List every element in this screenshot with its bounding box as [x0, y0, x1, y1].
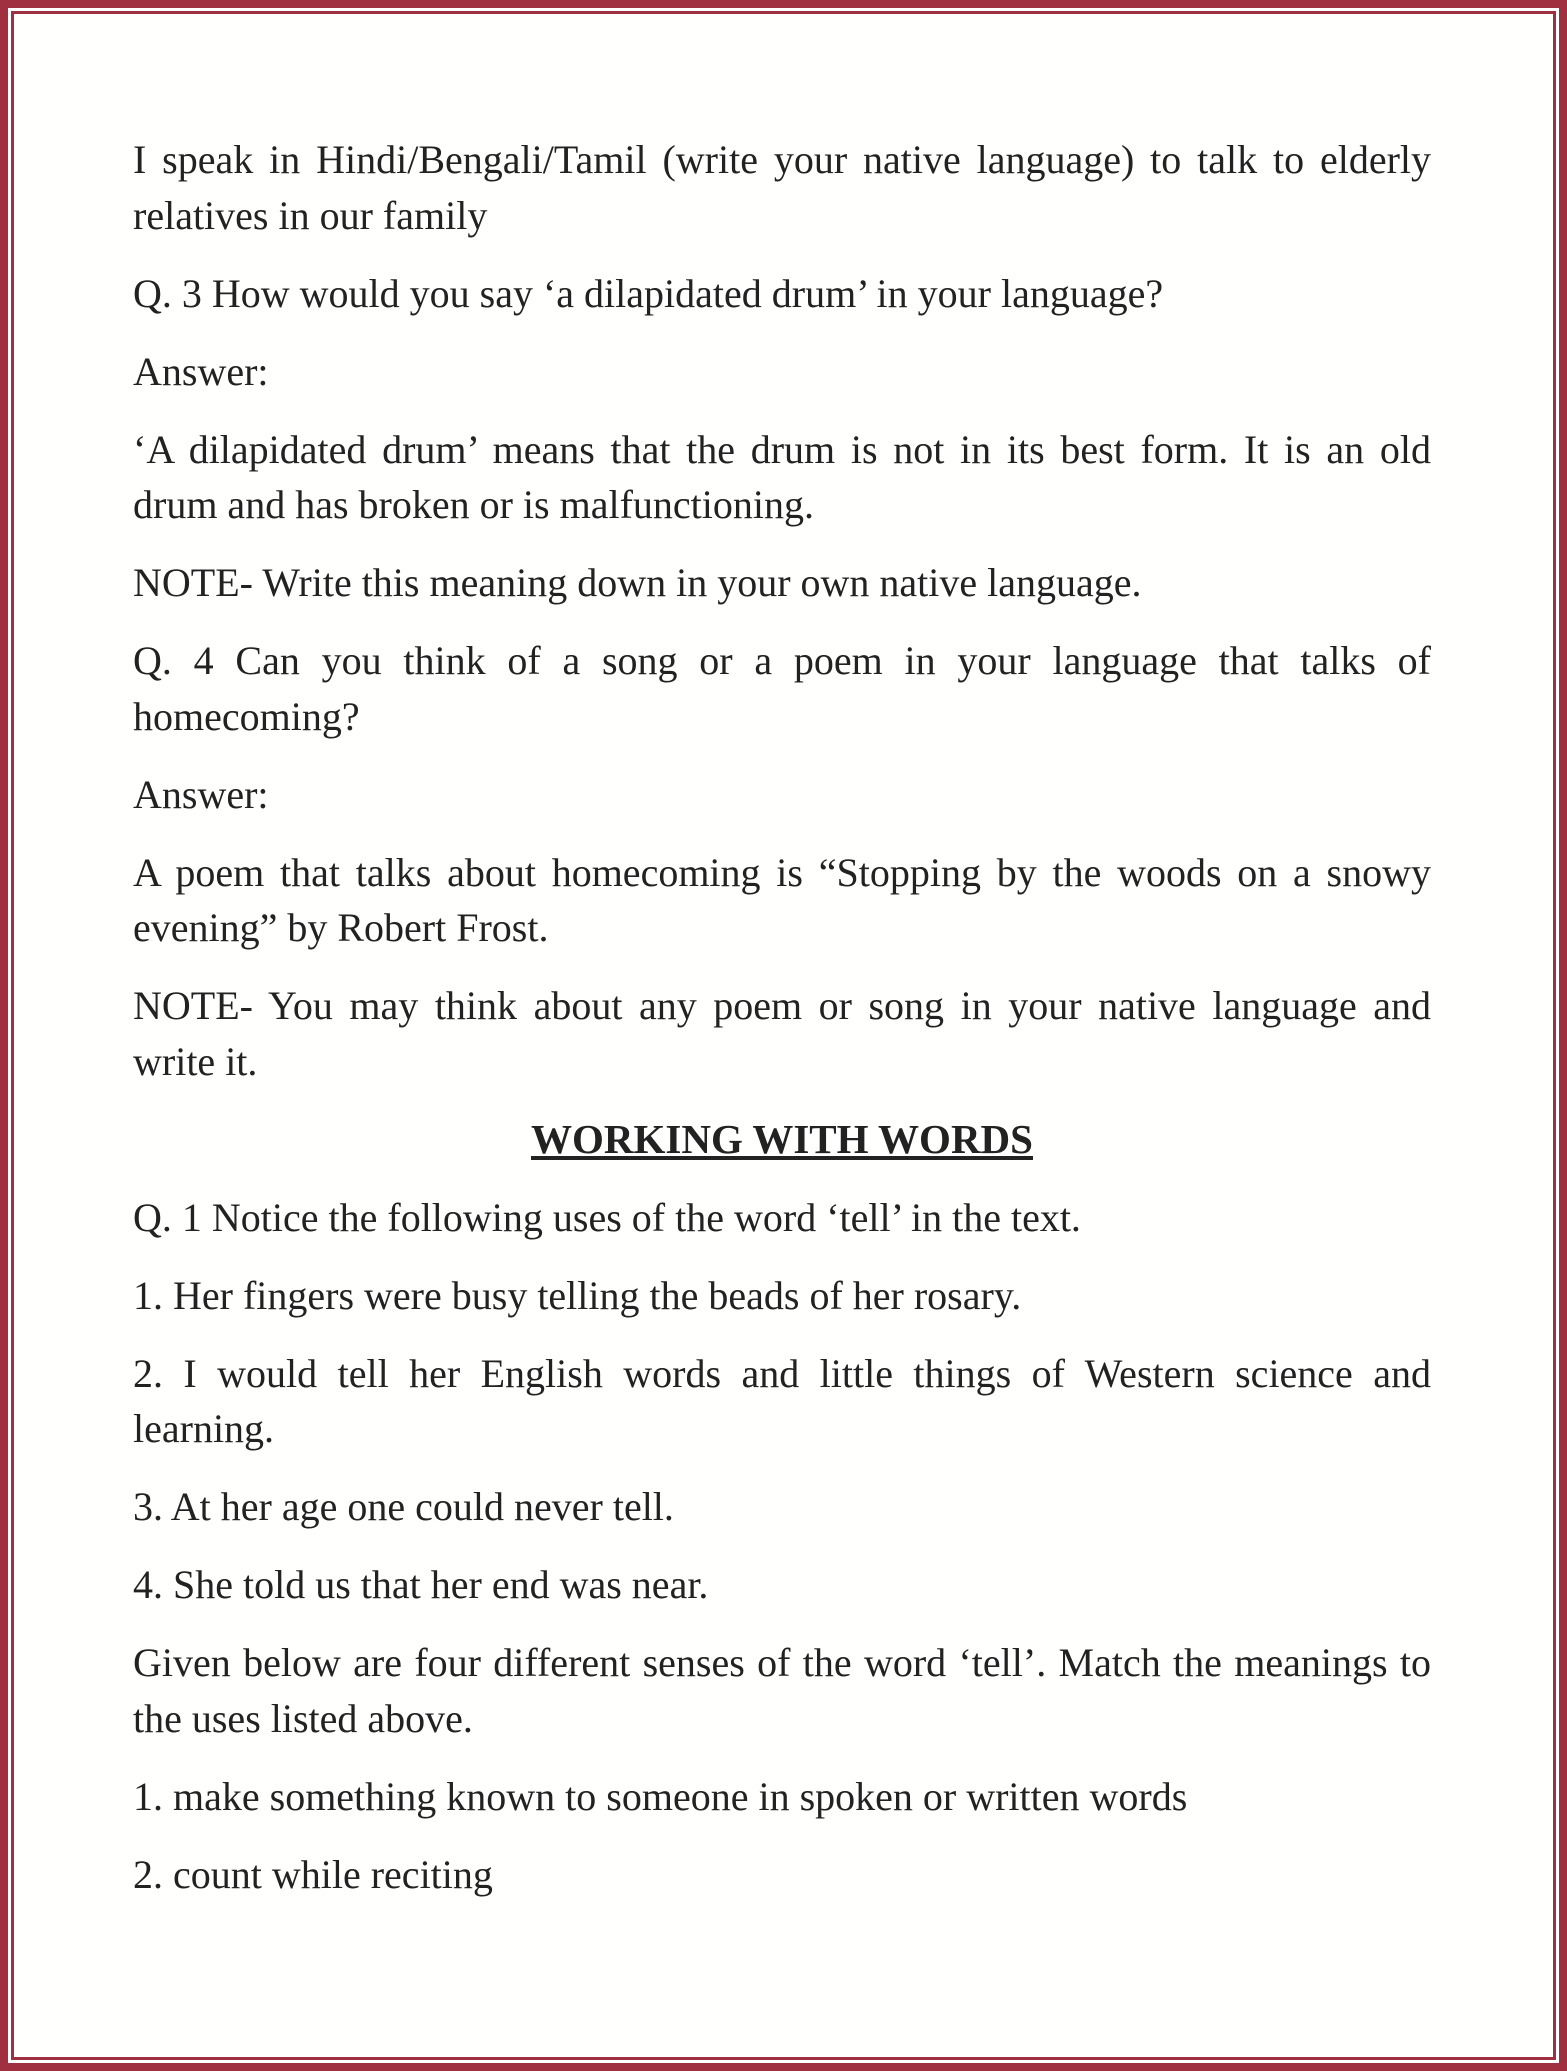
- answer-text: I speak in Hindi/Bengali/Tamil (write your native language) to talk to elderly relatives in our family: [133, 137, 1431, 238]
- question-3: Q. 3 How would you say ‘a dilapidated drum’ in your language?: [133, 270, 1164, 316]
- instruction-text: Given below are four different senses of the word ‘tell’. Match the meanings to the uses listed above.: [133, 1640, 1431, 1741]
- list-item: 2. I would tell her English words and little things of Western science and learning.: [133, 1350, 1431, 1451]
- note-text: NOTE- You may think about any poem or song in your native language and write it.: [133, 983, 1431, 1084]
- answer-text: A poem that talks about homecoming is “Stopping by the woods on a snowy evening” by Robert Frost.: [133, 849, 1431, 950]
- answer-label: Answer:: [133, 348, 269, 394]
- section-heading: WORKING WITH WORDS: [531, 1115, 1033, 1162]
- document-content: [133, 132, 1431, 1925]
- list-item: 3. At her age one could never tell.: [133, 1484, 674, 1529]
- document-page: [14, 14, 1553, 2057]
- question-4: Q. 4 Can you think of a song or a poem in your language that talks of homecoming?: [133, 638, 1431, 739]
- list-item: 1. Her fingers were busy telling the beads of her rosary.: [133, 1272, 1022, 1318]
- answer-text: ‘A dilapidated drum’ means that the drum is not in its best form. It is an old drum and has broken or is malfunctioning.: [133, 426, 1431, 527]
- question-1: Q. 1 Notice the following uses of the word ‘tell’ in the text.: [133, 1194, 1081, 1240]
- list-item: 4. She told us that her end was near.: [133, 1562, 709, 1607]
- list-item: 2. count while reciting: [133, 1851, 493, 1897]
- list-item: 1. make something known to someone in spoken or written words: [133, 1773, 1188, 1819]
- answer-label: Answer:: [133, 771, 269, 817]
- note-text: NOTE- Write this meaning down in your own native language.: [133, 560, 1142, 605]
